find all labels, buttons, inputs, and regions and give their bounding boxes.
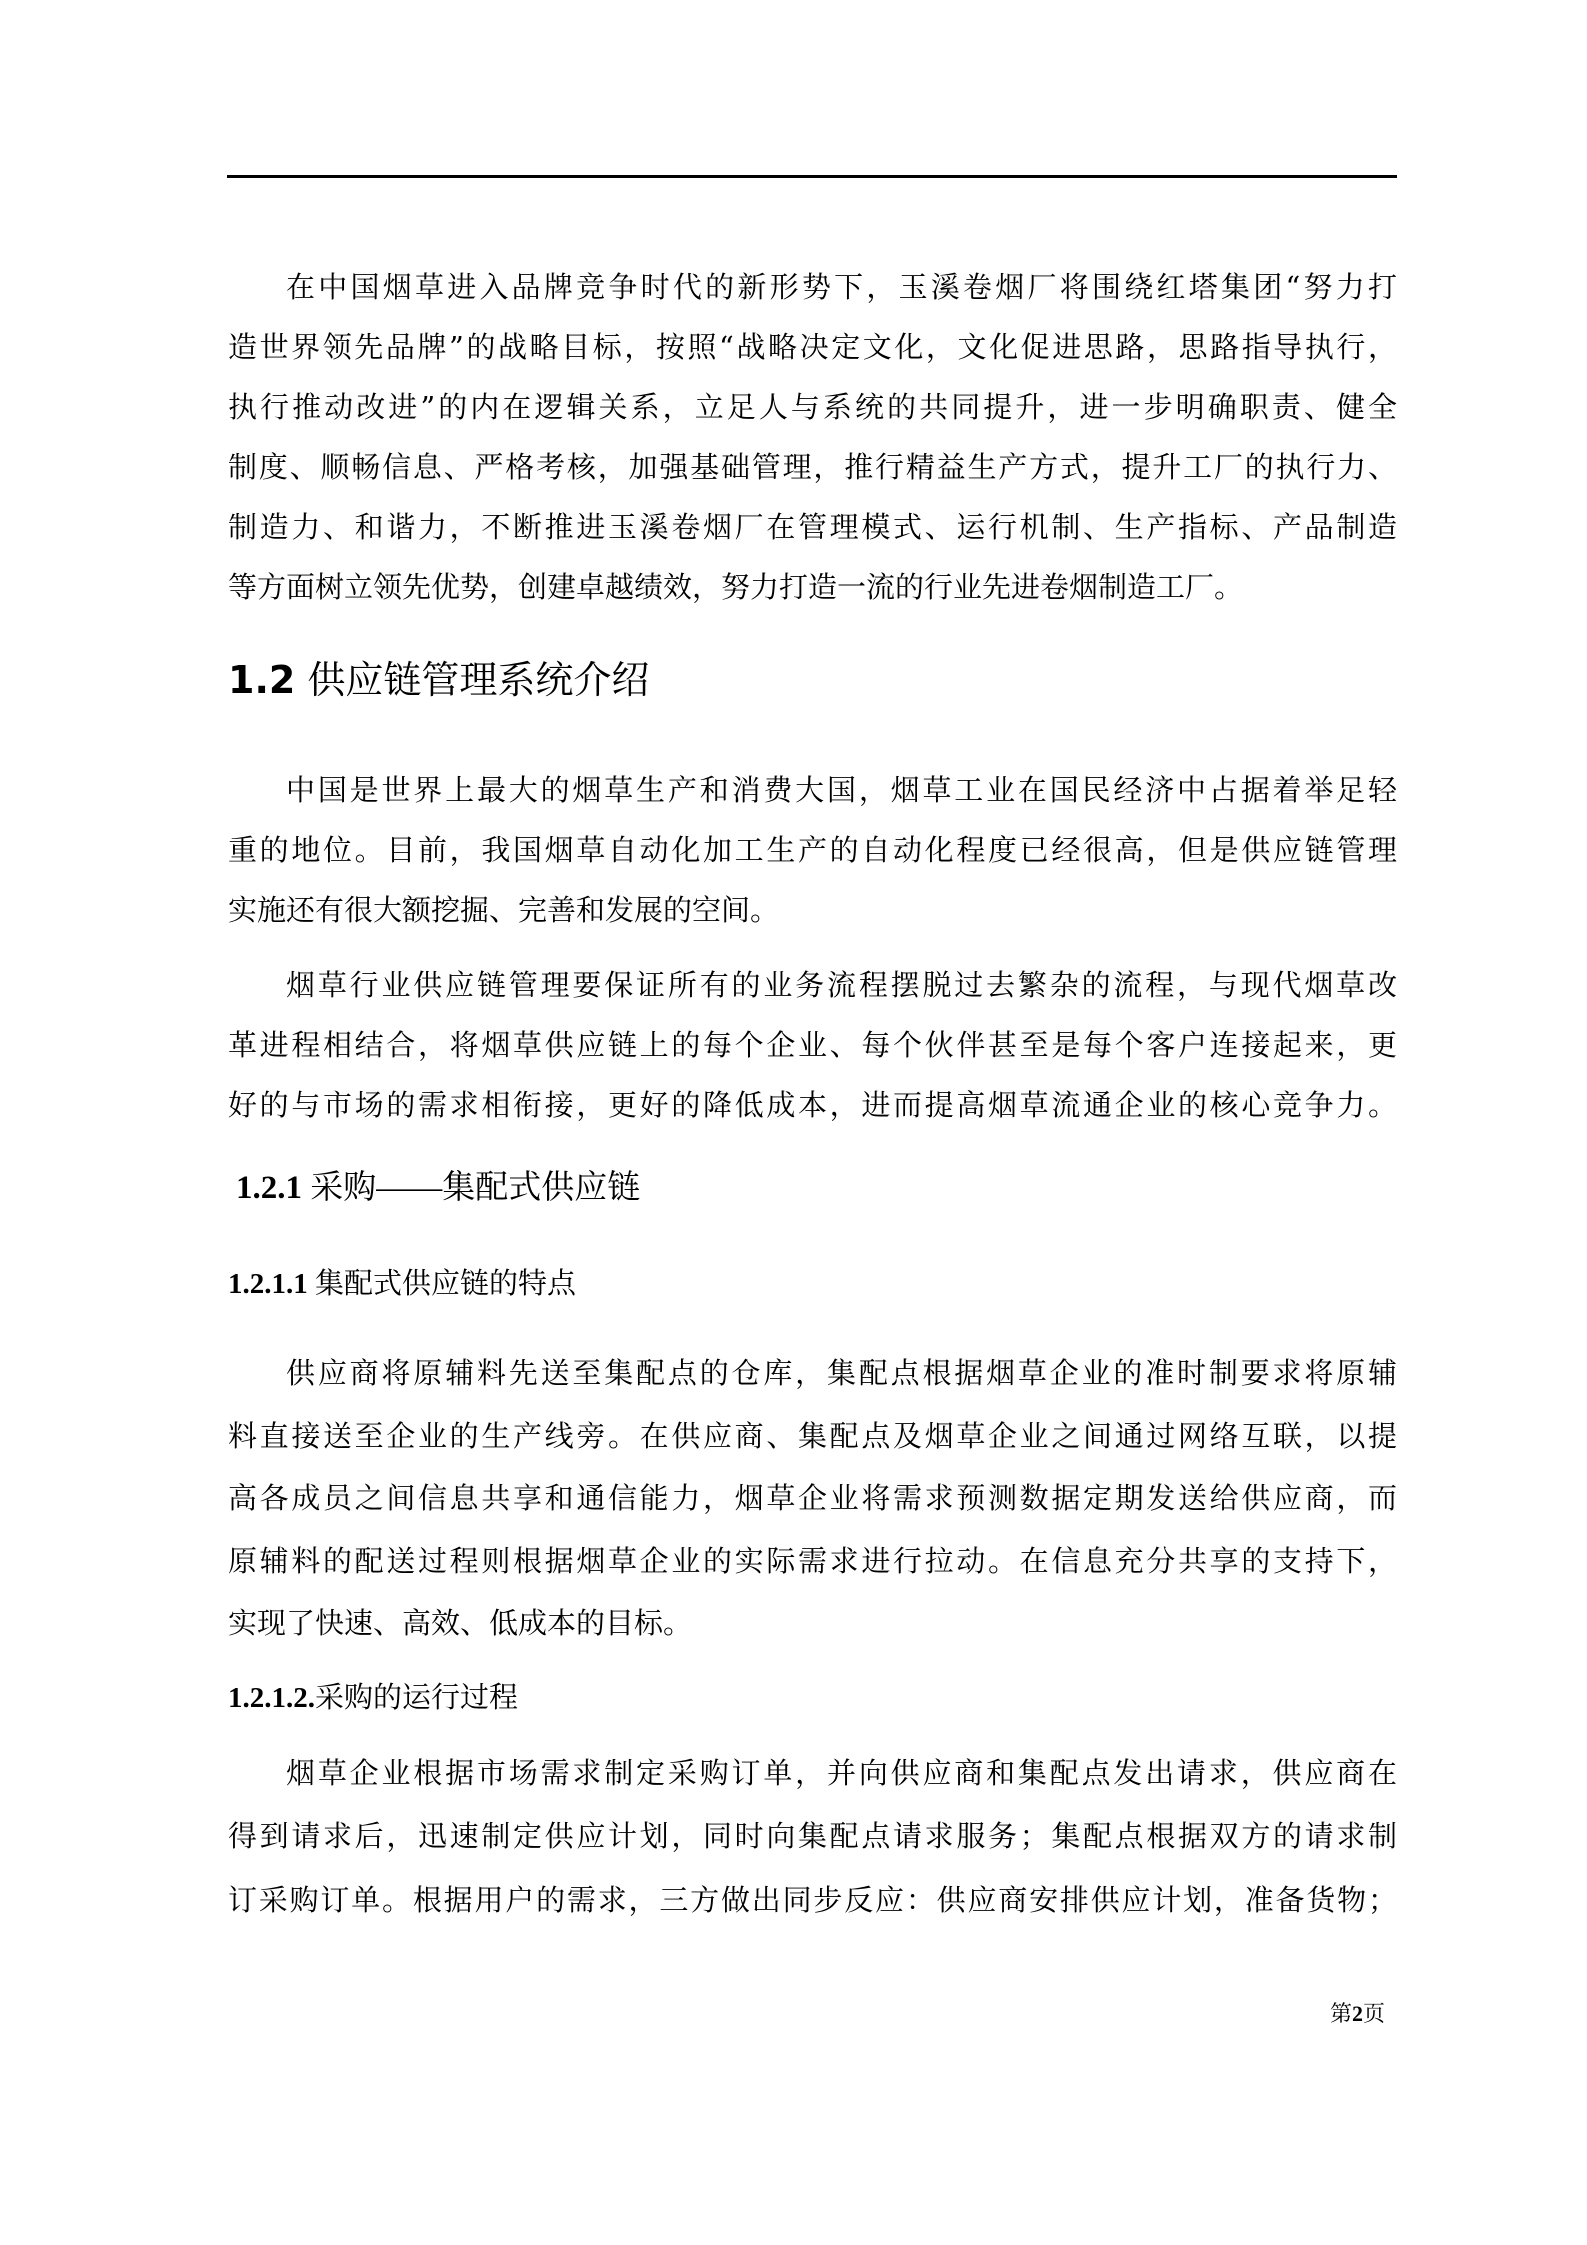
heading-number: 1.2.1.1: [228, 1268, 308, 1300]
text-line: 在中国烟草进入品牌竞争时代的新形势下，玉溪卷烟厂将围绕红塔集团“努力打: [286, 270, 1397, 304]
text-line: 制造力、和谐力，不断推进玉溪卷烟厂在管理模式、运行机制、生产指标、产品制造: [228, 510, 1397, 544]
text-line: 原辅料的配送过程则根据烟草企业的实际需求进行拉动。在信息充分共享的支持下，: [228, 1544, 1397, 1578]
heading-number: 1.2: [228, 658, 296, 702]
heading-title: 供应链管理系统介绍: [307, 658, 650, 702]
text-line: 订采购订单。根据用户的需求，三方做出同步反应：供应商安排供应计划，准备货物；: [228, 1883, 1397, 1917]
page-number-prefix: 第: [1330, 2001, 1353, 2026]
text-line: 烟草行业供应链管理要保证所有的业务流程摆脱过去繁杂的流程，与现代烟草改: [286, 968, 1397, 1002]
heading-title: 采购——集配式供应链: [310, 1170, 641, 1206]
text-line: 高各成员之间信息共享和通信能力，烟草企业将需求预测数据定期发送给供应商，而: [228, 1481, 1397, 1515]
page-number: [1330, 2000, 1385, 2028]
heading-number: 1.2.1.2.: [228, 1682, 315, 1714]
text-line: 实施还有很大额挖掘、完善和发展的空间。: [228, 893, 780, 927]
text-line: 料直接送至企业的生产线旁。在供应商、集配点及烟草企业之间通过网络互联，以提: [228, 1419, 1397, 1453]
text-line: 革进程相结合，将烟草供应链上的每个企业、每个伙伴甚至是每个客户连接起来，更: [228, 1028, 1397, 1062]
header-rule: [227, 175, 1397, 178]
heading-1-2-1: [236, 1167, 640, 1209]
page-number-suffix: 页: [1363, 2001, 1386, 2026]
text-line: 烟草企业根据市场需求制定采购订单，并向供应商和集配点发出请求，供应商在: [286, 1756, 1397, 1790]
text-line: 等方面树立领先优势，创建卓越绩效，努力打造一流的行业先进卷烟制造工厂。: [228, 570, 1244, 604]
heading-1-2: [228, 657, 649, 703]
heading-number: 1.2.1: [236, 1170, 302, 1206]
text-line: 得到请求后，迅速制定供应计划，同时向集配点请求服务；集配点根据双方的请求制: [228, 1819, 1397, 1853]
heading-1-2-1-2: [228, 1680, 518, 1716]
text-line: 重的地位。目前，我国烟草自动化加工生产的自动化程度已经很高，但是供应链管理: [228, 833, 1397, 867]
text-line: 实现了快速、高效、低成本的目标。: [228, 1606, 693, 1640]
text-line: 执行推动改进”的内在逻辑关系，立足人与系统的共同提升，进一步明确职责、健全: [228, 390, 1397, 424]
text-line: 制度、顺畅信息、严格考核，加强基础管理，推行精益生产方式，提升工厂的执行力、: [228, 450, 1397, 484]
heading-title: 采购的运行过程: [315, 1682, 519, 1714]
text-line: 供应商将原辅料先送至集配点的仓库，集配点根据烟草企业的准时制要求将原辅: [286, 1356, 1397, 1390]
text-line: 好的与市场的需求相衔接，更好的降低成本，进而提高烟草流通企业的核心竞争力。: [228, 1088, 1397, 1122]
text-line: 中国是世界上最大的烟草生产和消费大国，烟草工业在国民经济中占据着举足轻: [286, 773, 1397, 807]
heading-1-2-1-1: [228, 1266, 576, 1302]
text-line: 造世界领先品牌”的战略目标，按照“战略决定文化，文化促进思路，思路指导执行，: [228, 330, 1397, 364]
page-number-value: 2: [1352, 2001, 1364, 2026]
heading-title: 集配式供应链的特点: [315, 1268, 577, 1300]
